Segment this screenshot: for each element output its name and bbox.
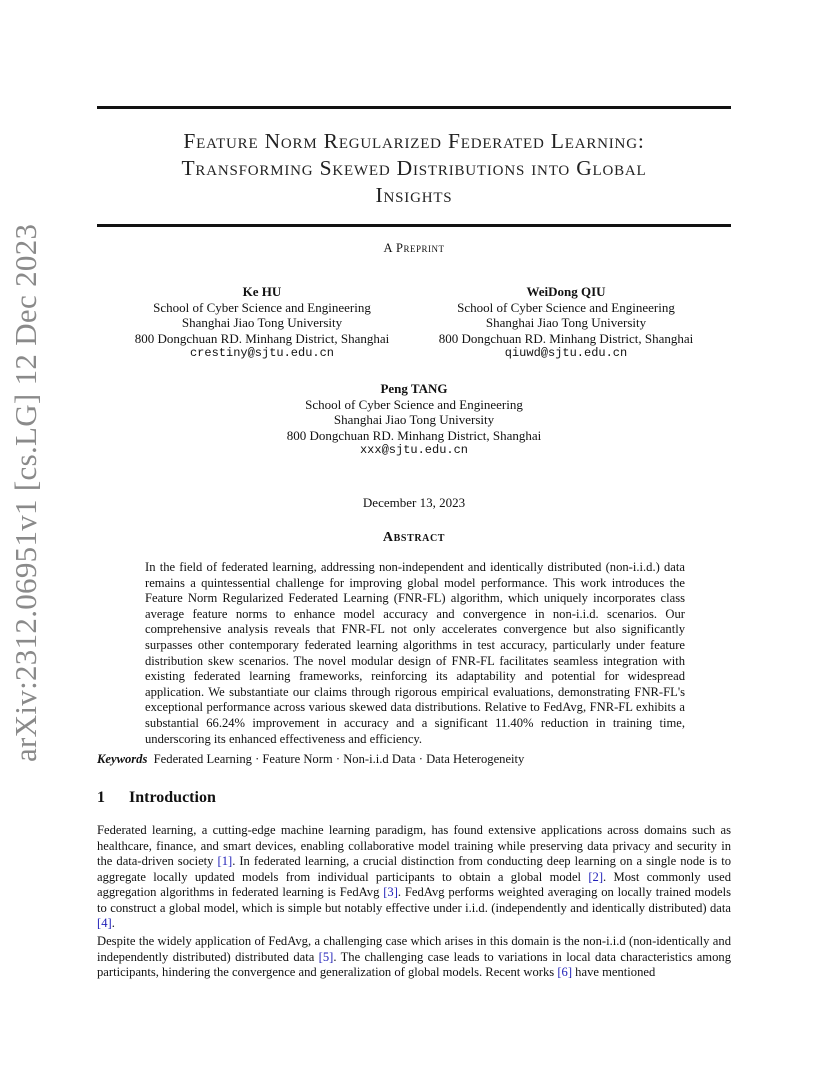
abstract-heading: Abstract [382,530,446,545]
author-email[interactable]: xxx@sjtu.edu.cn [359,443,469,457]
author-university: Shanghai Jiao Tong University [485,315,647,330]
author-email[interactable]: qiuwd@sjtu.edu.cn [504,346,628,360]
intro-paragraph-1 [97,823,731,932]
citation-link[interactable]: [3] [383,885,398,899]
author-block-1 [112,284,412,362]
paragraph-text: Despite the widely application of FedAvg, a challenging case which arises in this domain is the non-i.i.d (non-identically and independently distributed) distributed data [97,934,731,964]
paragraph-text: . [111,916,115,930]
author-department: School of Cyber Science and Engineering [305,396,523,412]
section-title: Introduction [129,789,216,806]
author-university: Shanghai Jiao Tong University [333,412,495,427]
arxiv-sidebar-stamp: arXiv:2312.06951v1 [cs.LG] 12 Dec 2023 [8,223,43,762]
keywords-text: Federated Learning · Feature Norm · Non-i.i.d Data · Data Heterogeneity [153,752,525,766]
preprint-label: A Preprint [383,241,445,255]
paper-date: December 13, 2023 [362,495,466,510]
keywords-line [97,752,731,767]
author-address: 800 Dongchuan RD. Minhang District, Shanghai [438,330,694,346]
paragraph-text: . FedAvg performs weighted averaging on locally trained models to construct a global model, which is simple but notably effective under i.i.d. (independently and identically distributed) data [97,885,731,915]
paper-title [97,128,731,209]
citation-link[interactable]: [6] [557,965,573,979]
author-name: Peng TANG [380,381,448,396]
author-block-3 [264,381,564,459]
paragraph-text: have mentioned [572,965,656,979]
citation-link[interactable]: [5] [318,949,334,964]
section-heading-introduction [97,789,216,807]
citation-link[interactable]: [2] [588,869,604,884]
title-line-3: Insights [375,183,453,207]
author-name: Ke HU [242,284,282,299]
author-name: WeiDong QIU [526,284,606,299]
author-address: 800 Dongchuan RD. Minhang District, Shanghai [134,330,390,346]
section-number: 1 [97,789,105,806]
abstract-text: In the field of federated learning, addressing non-independent and identically distributed (non-i.i.d.) data remains a quintessential challenge for improving global model performance. This work introduces the Feature Norm Regularized Federated Learning (FNR-FL) algorithm, which uniquely incorporates class average feature norms to enhance model accuracy and convergence in non-i.i.d. scenarios. Our comprehensive analysis reveals that FNR-FL not only accelerates convergence but also significantly surpasses other contemporary federated learning algorithms in test accuracy, particularly under feature distribution skew scenarios. The novel modular design of FNR-FL facilitates seamless integration with existing federated learning frameworks, reinforcing its adaptability and potential for widespread application. We substantiate our claims through rigorous empirical evaluations, demonstrating FNR-FL's exceptional performance across various skewed data distributions. Relative to FedAvg, FNR-FL exhibits a substantial 66.24% improvement in accuracy and a significant 11.40% reduction in training time, underscoring its enhanced effectiveness and efficiency. [145,560,685,746]
keywords-label: Keywords [97,752,148,766]
citation-link[interactable]: [4] [97,916,112,930]
author-university: Shanghai Jiao Tong University [181,315,343,330]
paragraph-text: . In federated learning, a crucial distinction from conducting deep learning on a single node is to aggregate locally updated models from individual participants to obtain a global model [97,854,731,884]
title-top-rule [97,106,731,109]
title-bottom-rule [97,224,731,227]
title-line-2: Transforming Skewed Distributions into Global [181,156,647,180]
citation-link[interactable]: [1] [217,854,233,868]
paragraph-text: Federated learning, a cutting-edge machine learning paradigm, has found extensive applications across domains such as healthcare, finance, and smart devices, enabling collaborative model training while preserving data privacy and security in the data-driven society [97,823,731,868]
paragraph-text: . The challenging case leads to variations in local data characteristics among participants, hindering the convergence and generalization of global models. Recent works [97,949,731,979]
title-line-1: Feature Norm Regularized Federated Learning: [183,129,645,153]
author-address: 800 Dongchuan RD. Minhang District, Shanghai [286,427,542,443]
author-department: School of Cyber Science and Engineering [457,299,675,315]
intro-paragraph-2 [97,934,731,981]
paragraph-text: . Most commonly used aggregation algorithms in federated learning is FedAvg [97,869,731,899]
author-department: School of Cyber Science and Engineering [153,299,371,315]
author-email[interactable]: crestiny@sjtu.edu.cn [189,346,335,360]
author-block-2 [416,284,716,362]
